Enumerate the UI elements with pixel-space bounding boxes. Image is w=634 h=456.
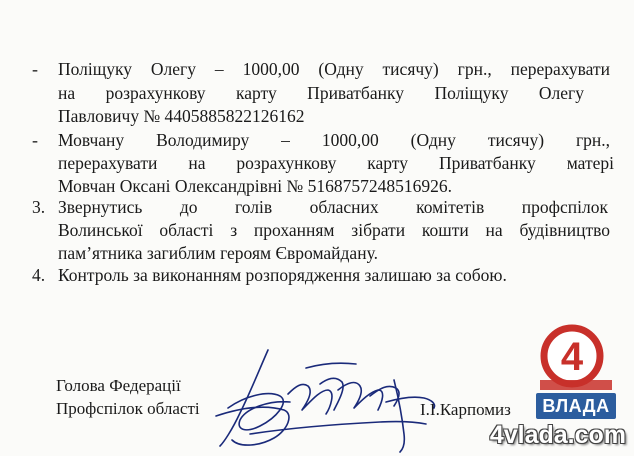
signer-title-line1: Голова Федерації (56, 376, 181, 395)
item2-line1: Мовчану Володимиру – 1000,00 (Одну тисячу) грн., (58, 130, 610, 150)
signer-name: І.І.Карпомиз (420, 400, 511, 419)
signer-title-line2: Профспілок області (56, 399, 200, 418)
item2-line2: перерахувати на розрахункову карту Приватбанку матері (58, 153, 614, 173)
logo-digit: 4 (560, 335, 584, 379)
list-bullet: - (32, 130, 38, 150)
item-number-3: 3. (32, 197, 46, 217)
item3-line3: пам’ятника загиблим героям Євромайдану. (58, 243, 378, 263)
logo-word: ВЛАДА (536, 393, 616, 419)
item4-line1: Контроль за виконанням розпорядження залишаю за собою. (58, 265, 507, 285)
item-number-4: 4. (32, 265, 46, 285)
watermark-site: 4vlada.com (489, 421, 626, 449)
item1-line1: Поліщуку Олегу – 1000,00 (Одну тисячу) грн., перерахувати (58, 59, 610, 79)
item3-line2: Волинської області з проханням зібрати кошти на будівництво (58, 220, 610, 240)
list-bullet: - (32, 59, 38, 79)
item3-line1: Звернутись до голів обласних комітетів профспілок (58, 197, 608, 217)
handwritten-signature (210, 338, 440, 456)
item2-line3: Мовчан Оксані Олександрівні № 5168757248516926. (58, 176, 452, 196)
item1-line2: на розрахункову карту Приватбанку Поліщуку Олегу (58, 83, 584, 103)
item1-line3: Павловичу № 4405885822126162 (58, 106, 305, 126)
